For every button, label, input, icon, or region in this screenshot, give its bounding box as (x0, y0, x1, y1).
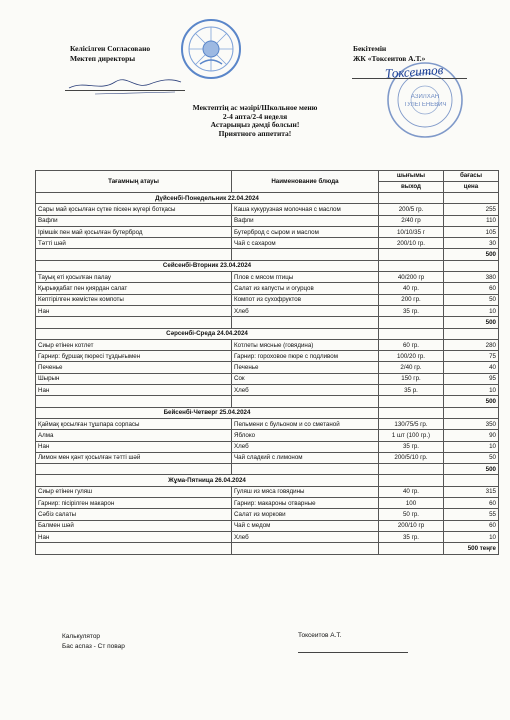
day-total-row (36, 396, 499, 407)
day-header-row (36, 475, 499, 486)
menu-table (35, 170, 499, 555)
day-header-yield-cell (379, 193, 444, 204)
day-header-yield-cell (379, 407, 444, 418)
dish-yield: 10/10/35 г (379, 226, 444, 237)
chef-signature: Токсеитов (384, 61, 444, 82)
dish-price: 30 (444, 238, 499, 249)
table-row (36, 498, 499, 509)
dish-name-kk: Сары май қосылған сүтке піскен жүгері ботқасы (36, 204, 232, 215)
dish-name-kk: Кептірілген жемістен компоты (36, 294, 232, 305)
dish-price: 280 (444, 339, 499, 350)
dish-name-ru: Хлеб (232, 385, 379, 396)
dish-yield: 40 гр. (379, 283, 444, 294)
dish-name-kk: Сәбіз салаты (36, 509, 232, 520)
dish-yield: 35 гр. (379, 441, 444, 452)
header-ru: Наименование блюда (232, 171, 379, 193)
dish-price: 10 (444, 531, 499, 542)
menu-week: 2-4 апта/2-4 неделя (222, 111, 288, 121)
dish-price: 105 (444, 226, 499, 237)
approval-right-title: Бекітемін (353, 44, 387, 53)
day-header-row (36, 260, 499, 271)
dish-price: 10 (444, 305, 499, 316)
dish-yield: 100 (379, 498, 444, 509)
dish-price: 60 (444, 498, 499, 509)
state-emblem-icon (180, 18, 242, 80)
dish-name-kk: Балмен шәй (36, 520, 232, 531)
table-row (36, 305, 499, 316)
dish-price: 255 (444, 204, 499, 215)
table-row (36, 215, 499, 226)
day-header-row (36, 193, 499, 204)
dish-name-kk: Вафли (36, 215, 232, 226)
dish-price: 95 (444, 373, 499, 384)
dish-name-kk: Алма (36, 430, 232, 441)
dish-name-kk: Қырыққабат пен қиярдан салат (36, 283, 232, 294)
approval-left-title: Келісілген Согласовано (70, 44, 151, 53)
footer-calculator: Калькулятор (62, 633, 101, 640)
dish-yield: 130/75/5 гр. (379, 418, 444, 429)
day-total-row (36, 464, 499, 475)
dish-name-ru: Гуляш из мяса говядины (232, 486, 379, 497)
dish-name-ru: Салат из капусты и огурцов (232, 283, 379, 294)
header-yield (379, 171, 444, 193)
header-price-ru: цена (463, 183, 479, 190)
footer-chef-role: Бас аспаз - Ст повар (62, 643, 125, 650)
dish-yield: 50 гр. (379, 509, 444, 520)
dish-price: 55 (444, 509, 499, 520)
dish-name-kk: Лимон мен қант қосылған тәтті шәй (36, 452, 232, 463)
dish-price: 10 (444, 441, 499, 452)
dish-name-kk: Тәтті шәй (36, 238, 232, 249)
table-row (36, 294, 499, 305)
dish-name-kk: Печенье (36, 362, 232, 373)
total-empty-cell (379, 249, 444, 260)
total-empty-cell (379, 396, 444, 407)
dish-price: 380 (444, 272, 499, 283)
table-row (36, 520, 499, 531)
menu-title: Мектептің ас мәзірі/Школьное меню (192, 103, 318, 112)
director-signature-line (65, 90, 185, 91)
dish-price: 50 (444, 452, 499, 463)
dish-price: 110 (444, 215, 499, 226)
table-row (36, 430, 499, 441)
table-header-row (36, 171, 499, 193)
director-signature-icon (65, 66, 185, 100)
day-total-price: 500 (444, 396, 499, 407)
dish-price: 315 (444, 486, 499, 497)
dish-yield: 2/40 гр (379, 215, 444, 226)
footer-left (62, 632, 125, 652)
dish-yield: 40/200 гр (379, 272, 444, 283)
svg-text:АЗИЛХАН: АЗИЛХАН (410, 94, 440, 100)
dish-name-ru: Гарнир: гороховое пюре с подливом (232, 351, 379, 362)
day-title: Сейсенбі-Вторник 23.04.2024 (36, 260, 379, 271)
day-total-price: 500 (444, 464, 499, 475)
day-total-row (36, 317, 499, 328)
dish-name-ru: Вафли (232, 215, 379, 226)
dish-yield: 100/20 гр. (379, 351, 444, 362)
dish-name-ru: Плов с мясом птицы (232, 272, 379, 283)
menu-greeting-kk: Астарыңыз дәмді болсын! (210, 120, 300, 130)
day-total-price: 500 теңге (444, 543, 499, 554)
svg-text:ТУЛЕГЕНЕВИЧ: ТУЛЕГЕНЕВИЧ (403, 102, 447, 108)
dish-name-ru: Чай сладкий с лимоном (232, 452, 379, 463)
dish-name-kk: Нан (36, 305, 232, 316)
dish-name-kk: Гарнир: пісірілген макарон (36, 498, 232, 509)
dish-name-kk: Гарнир: бұршақ пюресі тұздығымен (36, 351, 232, 362)
day-total-row (36, 543, 499, 554)
total-empty-cell (232, 396, 379, 407)
dish-yield: 200/10 гр. (379, 238, 444, 249)
header-yield-ru: выход (400, 183, 421, 190)
dish-name-ru: Каша кукурузная молочная с маслом (232, 204, 379, 215)
table-row (36, 238, 499, 249)
table-row (36, 226, 499, 237)
dish-name-ru: Яблоко (232, 430, 379, 441)
table-row (36, 486, 499, 497)
dish-name-ru: Салат из моркови (232, 509, 379, 520)
total-empty-cell (379, 543, 444, 554)
dish-price: 60 (444, 520, 499, 531)
day-title: Сәрсенбі-Среда 24.04.2024 (36, 328, 379, 339)
dish-name-kk: Нан (36, 441, 232, 452)
dish-yield: 200/5/10 гр. (379, 452, 444, 463)
total-empty-cell (36, 464, 232, 475)
approval-left-role: Мектеп директоры (70, 54, 136, 63)
dish-yield: 150 гр. (379, 373, 444, 384)
table-row (36, 204, 499, 215)
total-empty-cell (232, 543, 379, 554)
dish-name-kk: Тауық еті қосылған палау (36, 272, 232, 283)
dish-price: 90 (444, 430, 499, 441)
footer-signature-line (298, 652, 408, 653)
dish-name-kk: Шырын (36, 373, 232, 384)
table-row (36, 452, 499, 463)
total-empty-cell (232, 317, 379, 328)
dish-yield: 200/10 гр (379, 520, 444, 531)
table-row (36, 283, 499, 294)
table-row (36, 509, 499, 520)
day-title: Дүйсенбі-Понедельник 22.04.2024 (36, 193, 379, 204)
dish-price: 40 (444, 362, 499, 373)
day-header-yield-cell (379, 328, 444, 339)
table-row (36, 385, 499, 396)
dish-name-ru: Сок (232, 373, 379, 384)
dish-price: 60 (444, 283, 499, 294)
dish-price: 50 (444, 294, 499, 305)
dish-name-ru: Чай с медом (232, 520, 379, 531)
total-empty-cell (232, 464, 379, 475)
dish-name-kk: Сиыр етінен гуляш (36, 486, 232, 497)
dish-yield: 35 р. (379, 385, 444, 396)
header-price (444, 171, 499, 193)
table-row (36, 272, 499, 283)
dish-name-ru: Бутерброд с сыром и маслом (232, 226, 379, 237)
dish-name-ru: Пельмени с бульоном и со сметаной (232, 418, 379, 429)
day-title: Бейсенбі-Четверг 25.04.2024 (36, 407, 379, 418)
dish-yield: 35 гр. (379, 305, 444, 316)
day-title: Жұма-Пятница 26.04.2024 (36, 475, 379, 486)
dish-name-kk: Нан (36, 385, 232, 396)
day-header-yield-cell (379, 260, 444, 271)
table-row (36, 339, 499, 350)
dish-yield: 2/40 гр. (379, 362, 444, 373)
menu-title-block (170, 104, 340, 138)
dish-name-ru: Котлеты мясные (говядина) (232, 339, 379, 350)
table-row (36, 441, 499, 452)
day-header-price-cell (444, 475, 499, 486)
total-empty-cell (36, 543, 232, 554)
approval-left-block (70, 44, 150, 64)
day-header-price-cell (444, 407, 499, 418)
total-empty-cell (36, 396, 232, 407)
table-row (36, 531, 499, 542)
dish-name-ru: Хлеб (232, 441, 379, 452)
day-total-price: 500 (444, 317, 499, 328)
total-empty-cell (379, 464, 444, 475)
day-header-price-cell (444, 193, 499, 204)
dish-yield: 200 гр. (379, 294, 444, 305)
approval-right-org: ЖК «Токсеитов А.Т.» (353, 54, 426, 63)
dish-name-kk: Сиыр етінен котлет (36, 339, 232, 350)
day-total-row (36, 249, 499, 260)
header-yield-kk: шығымы (379, 171, 443, 182)
menu-greeting-ru: Приятного аппетита! (218, 128, 292, 138)
table-row (36, 362, 499, 373)
header-price-kk: бағасы (444, 171, 498, 182)
dish-name-ru: Хлеб (232, 305, 379, 316)
table-row (36, 373, 499, 384)
dish-price: 350 (444, 418, 499, 429)
table-row (36, 351, 499, 362)
footer-chef-name: Токсеитов А.Т. (298, 632, 342, 639)
dish-price: 10 (444, 385, 499, 396)
dish-price: 75 (444, 351, 499, 362)
dish-yield: 1 шт (100 гр.) (379, 430, 444, 441)
total-empty-cell (36, 249, 232, 260)
day-header-price-cell (444, 260, 499, 271)
dish-name-kk: Ірімшік пен май қосылған бутерброд (36, 226, 232, 237)
dish-yield: 35 гр. (379, 531, 444, 542)
header-kk: Тағамның атауы (36, 171, 232, 193)
dish-name-kk: Қаймақ қосылған тұшпара сорпасы (36, 418, 232, 429)
total-empty-cell (232, 249, 379, 260)
total-empty-cell (36, 317, 232, 328)
table-row (36, 418, 499, 429)
day-header-price-cell (444, 328, 499, 339)
chef-signature-line (352, 78, 467, 79)
dish-name-ru: Печенье (232, 362, 379, 373)
day-header-row (36, 407, 499, 418)
dish-name-kk: Нан (36, 531, 232, 542)
dish-yield: 40 гр. (379, 486, 444, 497)
dish-yield: 200/5 гр. (379, 204, 444, 215)
dish-name-ru: Гарнир: макароны отварные (232, 498, 379, 509)
day-header-yield-cell (379, 475, 444, 486)
dish-name-ru: Чай с сахаром (232, 238, 379, 249)
day-total-price: 500 (444, 249, 499, 260)
dish-name-ru: Хлеб (232, 531, 379, 542)
dish-name-ru: Компот из сухофруктов (232, 294, 379, 305)
day-header-row (36, 328, 499, 339)
total-empty-cell (379, 317, 444, 328)
dish-yield: 60 гр. (379, 339, 444, 350)
